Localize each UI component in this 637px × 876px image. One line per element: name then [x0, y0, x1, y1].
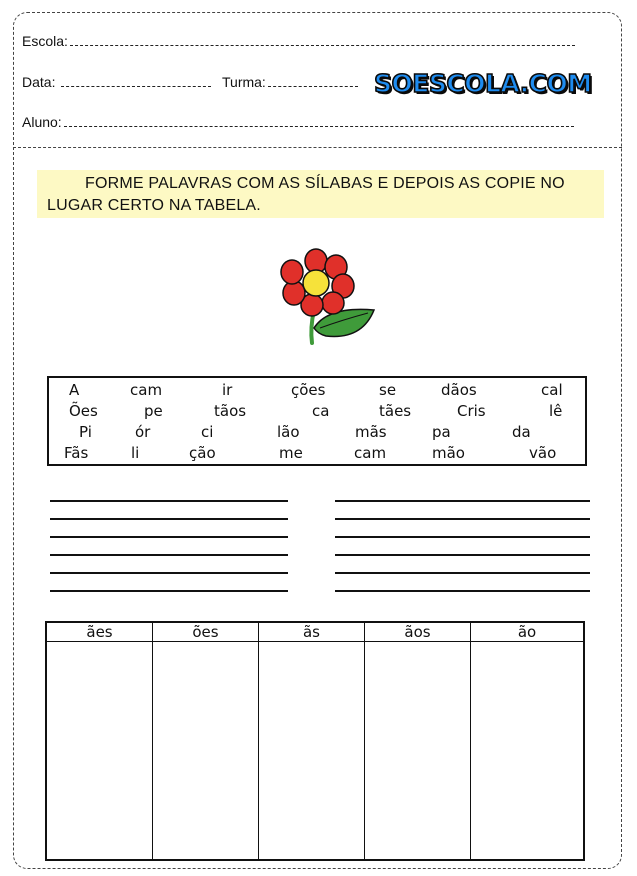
table-column-divider	[470, 623, 471, 859]
turma-label: Turma:	[222, 74, 266, 90]
syllable: Fãs	[64, 444, 89, 462]
table-header: ão	[517, 623, 537, 641]
writing-line[interactable]	[335, 590, 590, 592]
writing-line[interactable]	[50, 554, 288, 556]
writing-line[interactable]	[50, 518, 288, 520]
syllable: pe	[144, 402, 163, 420]
instruction-text: FORME PALAVRAS COM AS SÍLABAS E DEPOIS AS COPIE NO LUGAR CERTO NA TABELA.	[47, 175, 565, 214]
writing-line[interactable]	[335, 518, 590, 520]
writing-line[interactable]	[335, 572, 590, 574]
escola-line[interactable]	[70, 44, 575, 46]
syllable: lão	[277, 423, 300, 441]
syllable: mão	[432, 444, 465, 462]
data-line[interactable]	[61, 85, 211, 87]
turma-field	[222, 74, 358, 90]
syllable: ir	[222, 381, 233, 399]
writing-line[interactable]	[335, 554, 590, 556]
syllable: dãos	[441, 381, 477, 399]
writing-line[interactable]	[50, 536, 288, 538]
syllable: me	[279, 444, 303, 462]
aluno-line[interactable]	[64, 125, 574, 127]
syllable: cal	[541, 381, 563, 399]
table-column-divider	[152, 623, 153, 859]
writing-line[interactable]	[335, 500, 590, 502]
escola-field	[22, 33, 575, 49]
soescola-logo: SOESCOLA.COM	[374, 69, 592, 98]
syllable: lê	[549, 402, 563, 420]
syllable: Ões	[69, 402, 98, 420]
syllable: se	[379, 381, 397, 399]
syllable: cam	[354, 444, 387, 462]
turma-line[interactable]	[268, 85, 358, 87]
syllable: li	[131, 444, 140, 462]
writing-line[interactable]	[50, 500, 288, 502]
data-field	[22, 74, 211, 90]
data-label: Data:	[22, 74, 56, 90]
table-column-divider	[364, 623, 365, 859]
syllable: Cris	[457, 402, 486, 420]
syllable: cam	[130, 381, 163, 399]
syllable: tãos	[214, 402, 247, 420]
syllable-box	[47, 376, 587, 466]
syllable: tães	[379, 402, 412, 420]
answer-table	[45, 621, 585, 861]
table-header: ães	[86, 623, 113, 641]
syllable: ór	[135, 423, 151, 441]
aluno-label: Aluno:	[22, 114, 62, 130]
syllable: da	[512, 423, 531, 441]
syllable: ções	[291, 381, 326, 399]
syllable: ci	[201, 423, 214, 441]
table-header-divider	[47, 641, 583, 642]
writing-line[interactable]	[335, 536, 590, 538]
aluno-field	[22, 114, 574, 130]
table-column-divider	[258, 623, 259, 859]
syllable: vão	[529, 444, 557, 462]
flower-center	[303, 270, 329, 296]
syllable: mãs	[355, 423, 387, 441]
syllable: A	[69, 381, 80, 399]
header-divider	[13, 147, 622, 148]
syllable: ca	[312, 402, 330, 420]
escola-label: Escola:	[22, 33, 68, 49]
syllable: Pi	[79, 423, 92, 441]
table-header: ões	[192, 623, 219, 641]
table-header: ãos	[404, 623, 431, 641]
writing-line[interactable]	[50, 590, 288, 592]
syllable: pa	[432, 423, 451, 441]
table-header: ãs	[302, 623, 320, 641]
syllable: ção	[189, 444, 216, 462]
instruction-box	[37, 170, 604, 218]
writing-line[interactable]	[50, 572, 288, 574]
flower-icon	[270, 248, 385, 348]
